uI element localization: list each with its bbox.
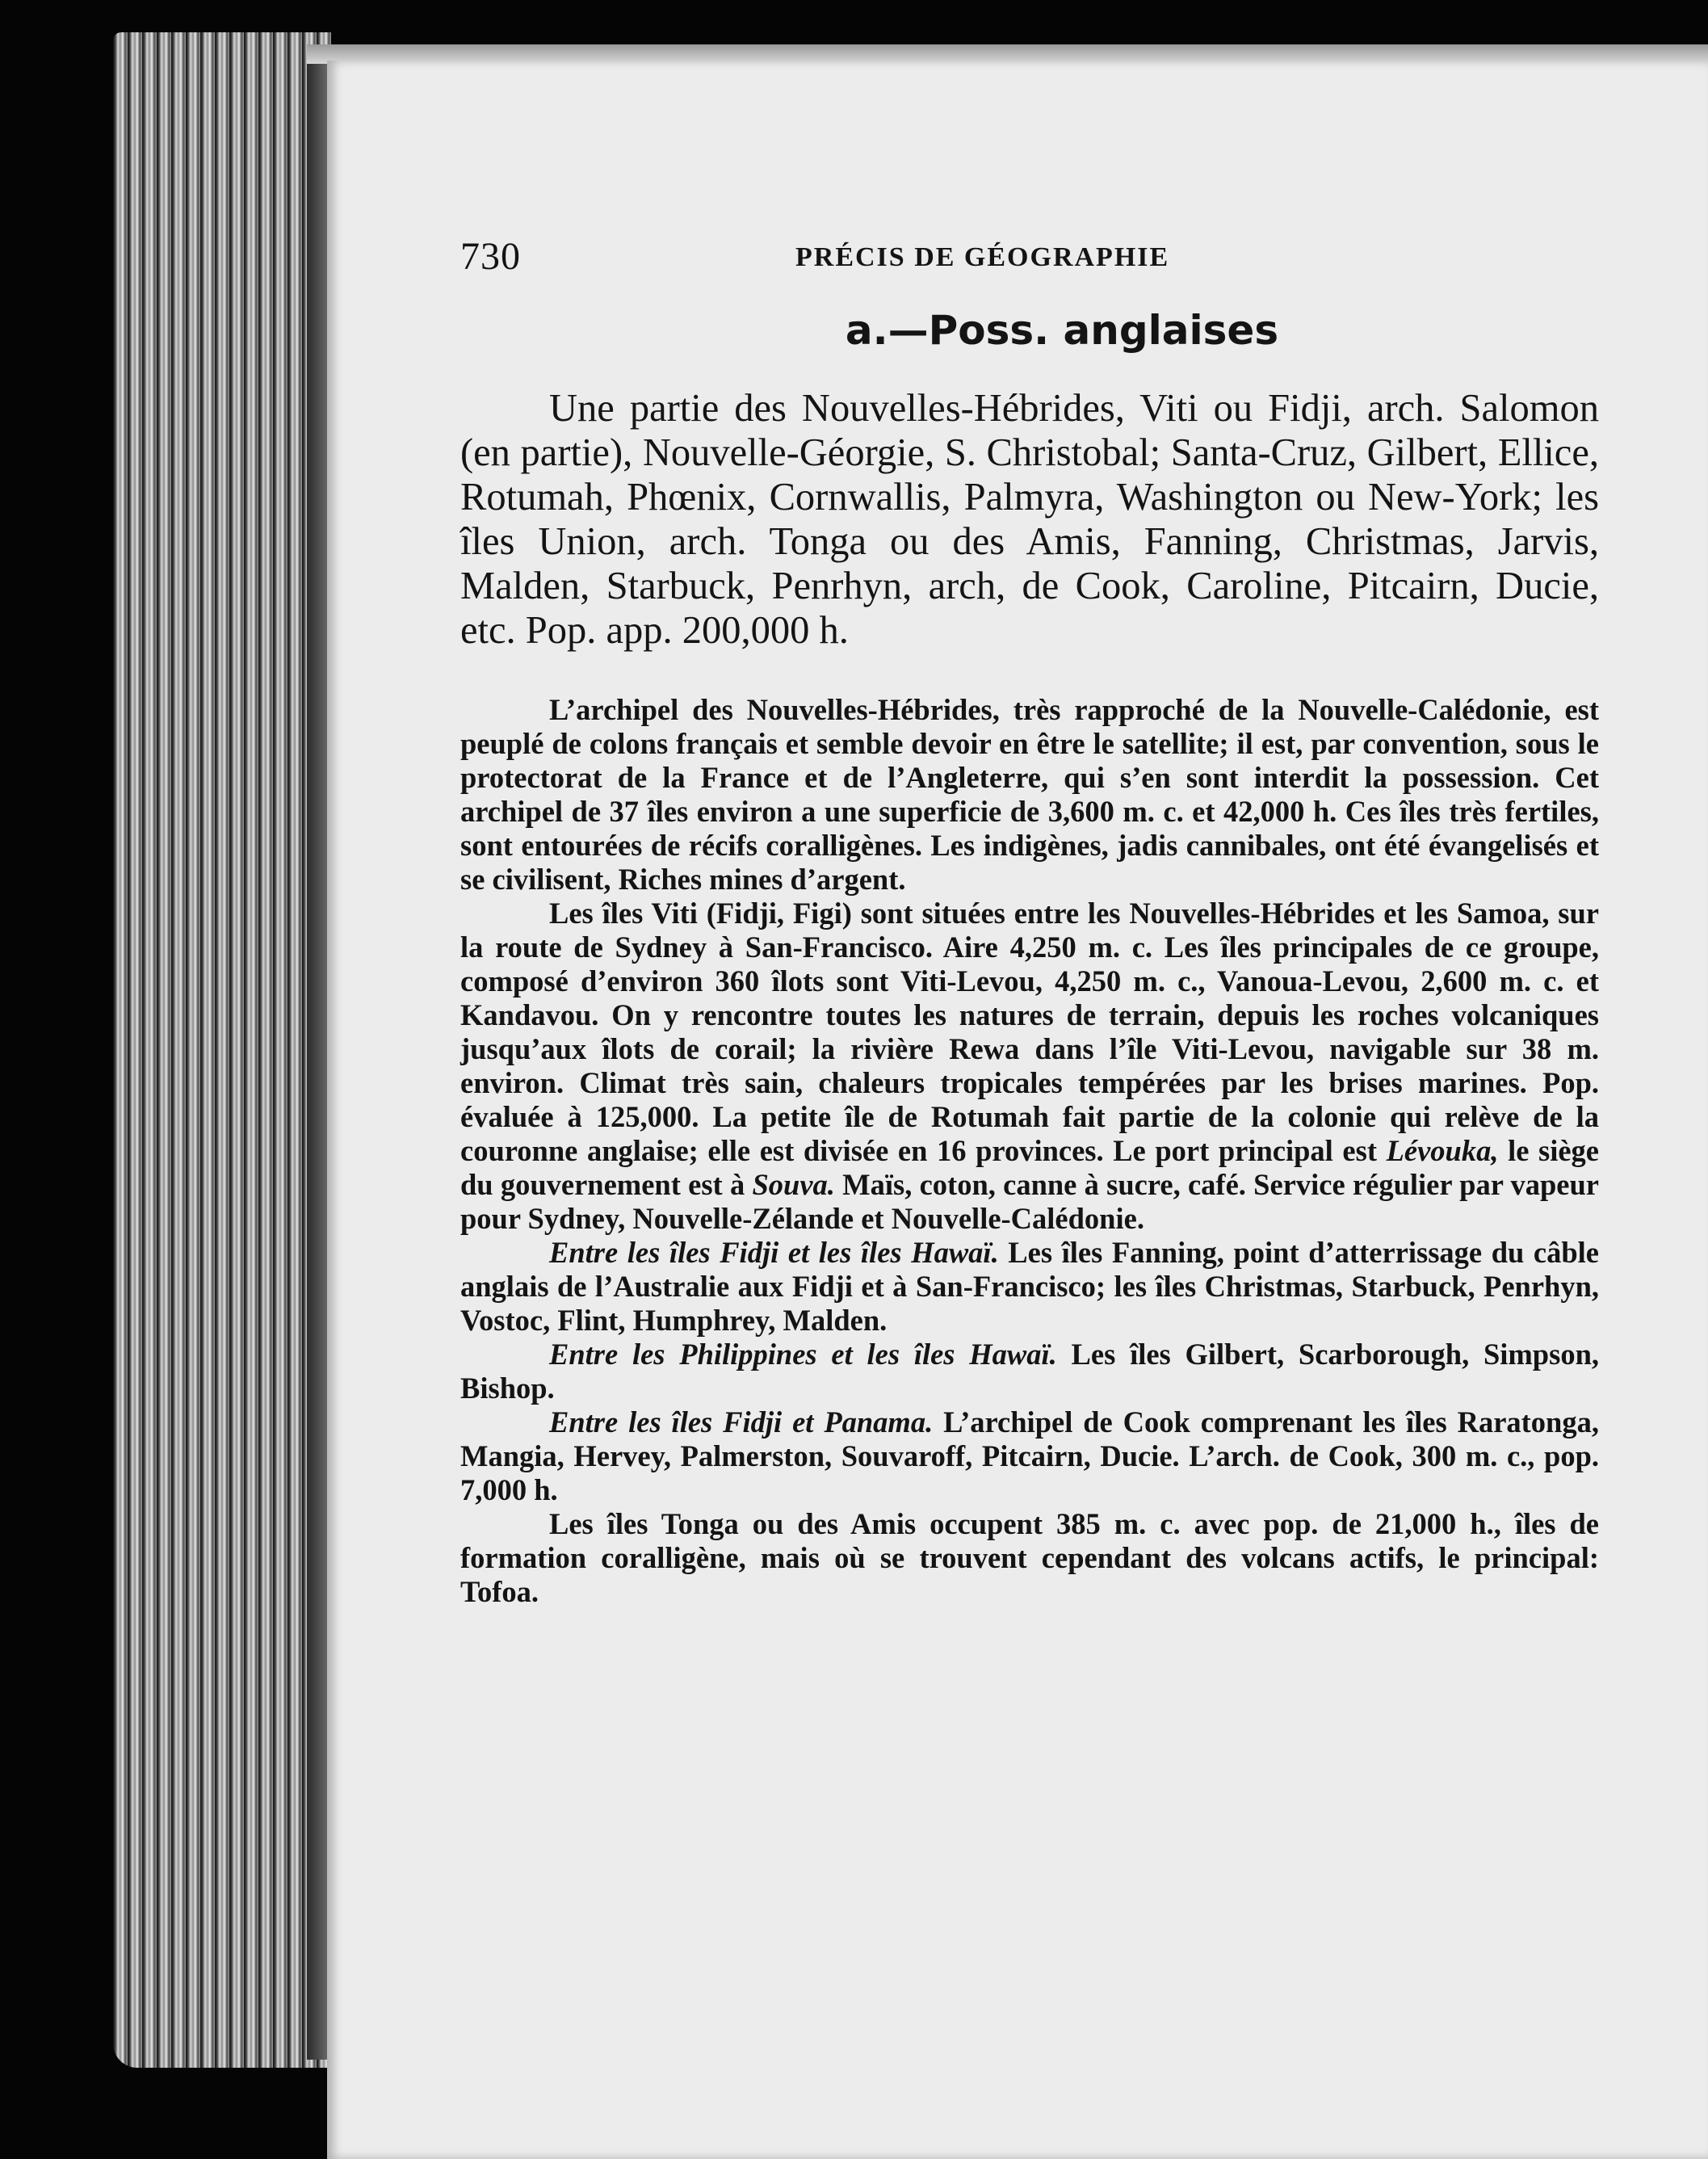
place-name-italic: Lévouka, bbox=[1386, 1134, 1499, 1167]
paragraph-philippines-hawai bbox=[460, 1338, 1599, 1405]
paragraph-fidji-hawai bbox=[460, 1236, 1599, 1338]
paragraph-text: Les îles Viti (Fidji, Figi) sont situées entre les Nouvelles-Hébrides et les Samoa, sur la route de Sydney à San-Francisco. Aire 4,250 m. c. Les îles principales de ce groupe, composé d’environ 360 îlots sont Viti-Levou, 4,250 m. c., Vanoua-Levou, 2,600 m. c. et Kandavou. On y rencontre toutes les natures de terrain, depuis les roches volcaniques jusqu’aux îlots de corail; la rivière Rewa dans l’île Viti-Levou, navigable sur 38 m. environ. Climat très sain, chaleurs tropicales tempérées par les brises marines. Pop. évaluée à 125,000. La petite île de Rotumah fait partie de la colonie qui relève de la couronne anglaise; elle est divisée en 16 provinces. Le port principal est bbox=[460, 897, 1599, 1167]
region-heading-italic: Entre les îles Fidji et Panama. bbox=[549, 1405, 934, 1439]
page-header bbox=[460, 234, 1599, 291]
paragraph-tonga: Les îles Tonga ou des Amis occupent 385 m. c. avec pop. de 21,000 h., îles de formation coralligène, mais où se trouvent cependant des volcans actifs, le principal: Tofoa. bbox=[460, 1507, 1599, 1608]
running-title: PRÉCIS DE GÉOGRAPHIE bbox=[795, 242, 1170, 272]
paragraph-text: Maïs, coton, canne à sucre, café. Service régulier par vapeur pour Sydney, Nouvelle-Zélande et Nouvelle-Calédonie. bbox=[460, 1168, 1600, 1235]
lead-paragraph: Une partie des Nouvelles-Hébrides, Viti ou Fidji, arch. Salomon (en partie), Nouvelle-Géorgie, S. Christobal; Santa-Cruz, Gilbert, Ellice, Rotumah, Phœnix, Cornwallis, Palmyra, Washington ou New-York; les îles Union, arch. Tonga ou des Amis, Fanning, Christmas, Jarvis, Malden, Starbuck, Penrhyn, arch, de Cook, Caroline, Pitcairn, Ducie, etc. Pop. app. 200,000 h. bbox=[460, 387, 1599, 652]
text-block bbox=[460, 234, 1599, 1609]
paragraph-text: L’archipel de Cook comprenant les îles Raratonga, Mangia, Hervey, Palmerston, Souvaroff, Pitcairn, Ducie. L’arch. de Cook, 300 m. c., pop. 7,000 h. bbox=[460, 1405, 1599, 1506]
page-number: 730 bbox=[460, 235, 521, 278]
paragraph-text: Les îles Gilbert, Scarborough, Simpson, Bishop. bbox=[460, 1338, 1599, 1405]
paragraph-text: Les îles Fanning, point d’atterrissage du câble anglais de l’Australie aux Fidji et à San-Francisco; les îles Christmas, Starbuck, Penrhyn, Vostoc, Flint, Humphrey, Malden. bbox=[460, 1236, 1599, 1337]
section-title: a.—Poss. anglaises bbox=[845, 307, 1279, 354]
paragraph-nouvelles-hebrides: L’archipel des Nouvelles-Hébrides, très rapproché de la Nouvelle-Calédonie, est peuplé de colons français et semble devoir en être le satellite; il est, par convention, sous le protectorat de la France et de l’Angleterre, qui s’en sont interdit la possession. Cet archipel de 37 îles environ a une superficie de 3,600 m. c. et 42,000 h. Ces îles très fertiles, sont entourées de récifs coralligènes. Les indigènes, jadis cannibales, ont été évangelisés et se civilisent, Riches mines d’argent. bbox=[460, 693, 1599, 896]
paragraph-fidji-panama bbox=[460, 1405, 1599, 1507]
region-heading-italic: Entre les Philippines et les îles Hawaï. bbox=[549, 1338, 1057, 1371]
paragraph-text: le siège du gouvernement est à bbox=[460, 1134, 1600, 1201]
place-name-italic: Souva. bbox=[752, 1168, 835, 1201]
book-page-edges bbox=[113, 32, 331, 2068]
region-heading-italic: Entre les îles Fidji et les îles Hawaï. bbox=[549, 1236, 999, 1269]
paragraph-viti bbox=[460, 897, 1599, 1236]
